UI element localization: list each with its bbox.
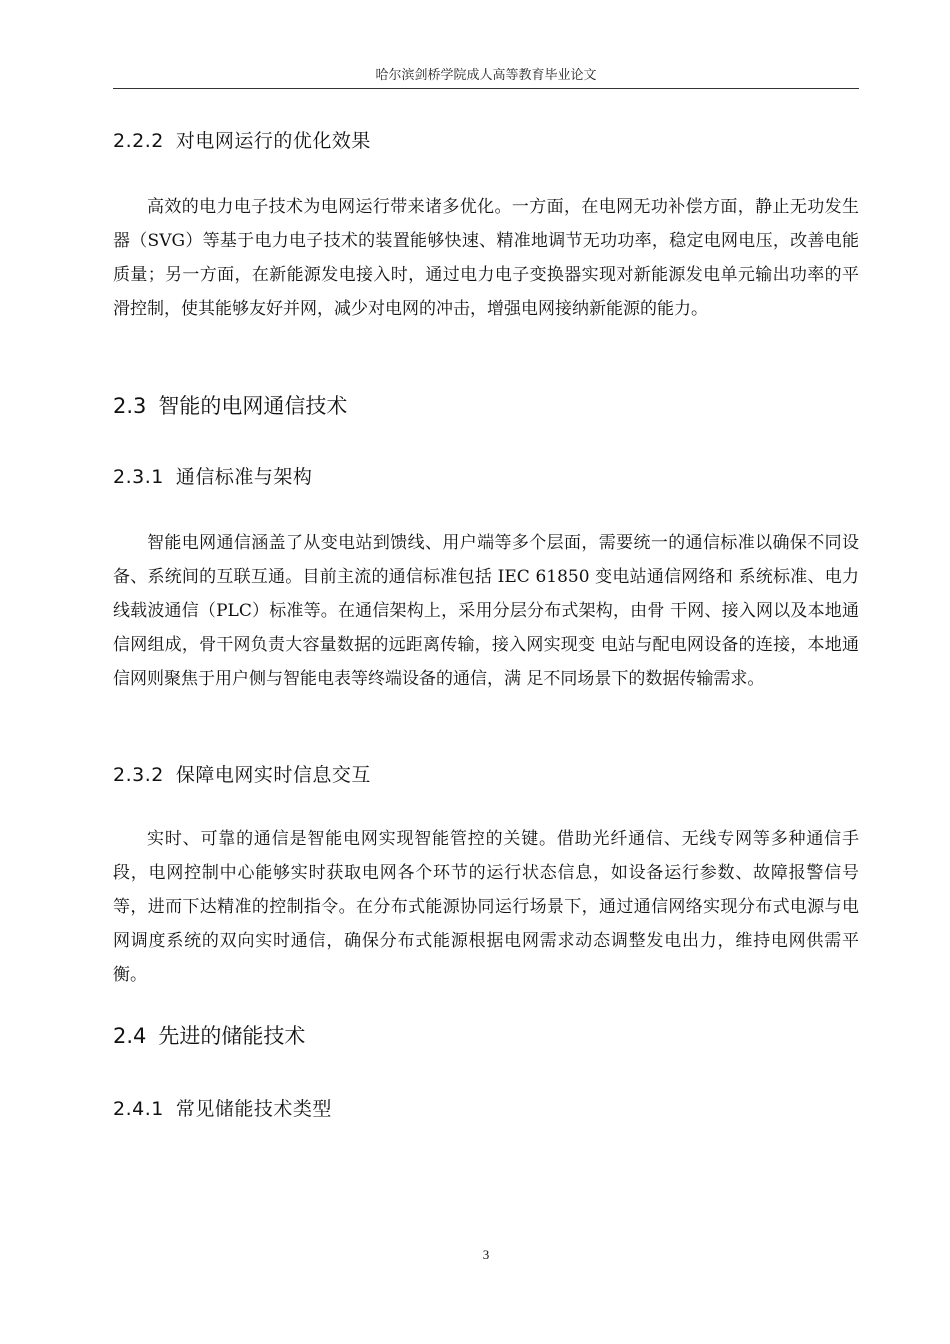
paragraph-grid-optimization: 高效的电力电子技术为电网运行带来诸多优化。一方面，在电网无功补偿方面，静止无功发生器（SVG）等基于电力电子技术的装置能够快速、精准地调节无功功率，稳定电网电压，改善电能质量；另一方面，在新能源发电接入时，通过电力电子变换器实现对新能源发电单元输出功率的平滑控制，使其能够友好并网，减少对电网的冲击，增强电网接纳新能源的能力。 [113,197,859,319]
header-rule [113,88,859,89]
paragraph-communication-standards: 智能电网通信涵盖了从变电站到馈线、用户端等多个层面，需要统一的通信标准以确保不同设备、系统间的互联互通。目前主流的通信标准包括 IEC 61850 变电站通信网络和 系统标准、电力线载波通信（PLC）标准等。在通信架构上，采用分层分布式架构，由骨 干网、接入网以及本地通信网组成，骨干网负责大容量数据的远距离传输，接入网实现变 电站与配电网设备的连接，本地通信网则聚焦于用户侧与智能电表等终端设备的通信，满 足不同场景下的数据传输需求。 [113,533,859,689]
section-heading-2-3-1 [113,462,312,489]
page-number: 3 [482,1247,490,1262]
section-number: 2.3.2 [113,764,164,786]
section-heading-2-4-1 [113,1094,332,1121]
section-heading-2-4 [113,1020,305,1050]
section-heading-2-3-2 [113,760,371,787]
section-number: 2.3.1 [113,466,164,488]
section-title: 先进的储能技术 [158,1024,306,1048]
section-number: 2.4 [113,1024,147,1048]
section-title: 通信标准与架构 [175,466,313,488]
paragraph-realtime-interaction: 实时、可靠的通信是智能电网实现智能管控的关键。借助光纤通信、无线专网等多种通信手段，电网控制中心能够实时获取电网各个环节的运行状态信息，如设备运行参数、故障报警信号等，进而下达精准的控制指令。在分布式能源协同运行场景下，通过通信网络实现分布式电源与电网调度系统的双向实时通信，确保分布式能源根据电网需求动态调整发电出力，维持电网供需平衡。 [113,829,859,985]
section-title: 对电网运行的优化效果 [175,130,371,152]
page-header: 哈尔滨剑桥学院成人高等教育毕业论文 [375,68,597,83]
section-title: 保障电网实时信息交互 [175,764,371,786]
section-title: 常见储能技术类型 [175,1098,332,1120]
section-number: 2.4.1 [113,1098,164,1120]
section-title: 智能的电网通信技术 [158,394,348,418]
section-heading-2-2-2 [113,126,371,153]
section-number: 2.2.2 [113,130,164,152]
section-number: 2.3 [113,394,147,418]
section-heading-2-3 [113,390,347,420]
